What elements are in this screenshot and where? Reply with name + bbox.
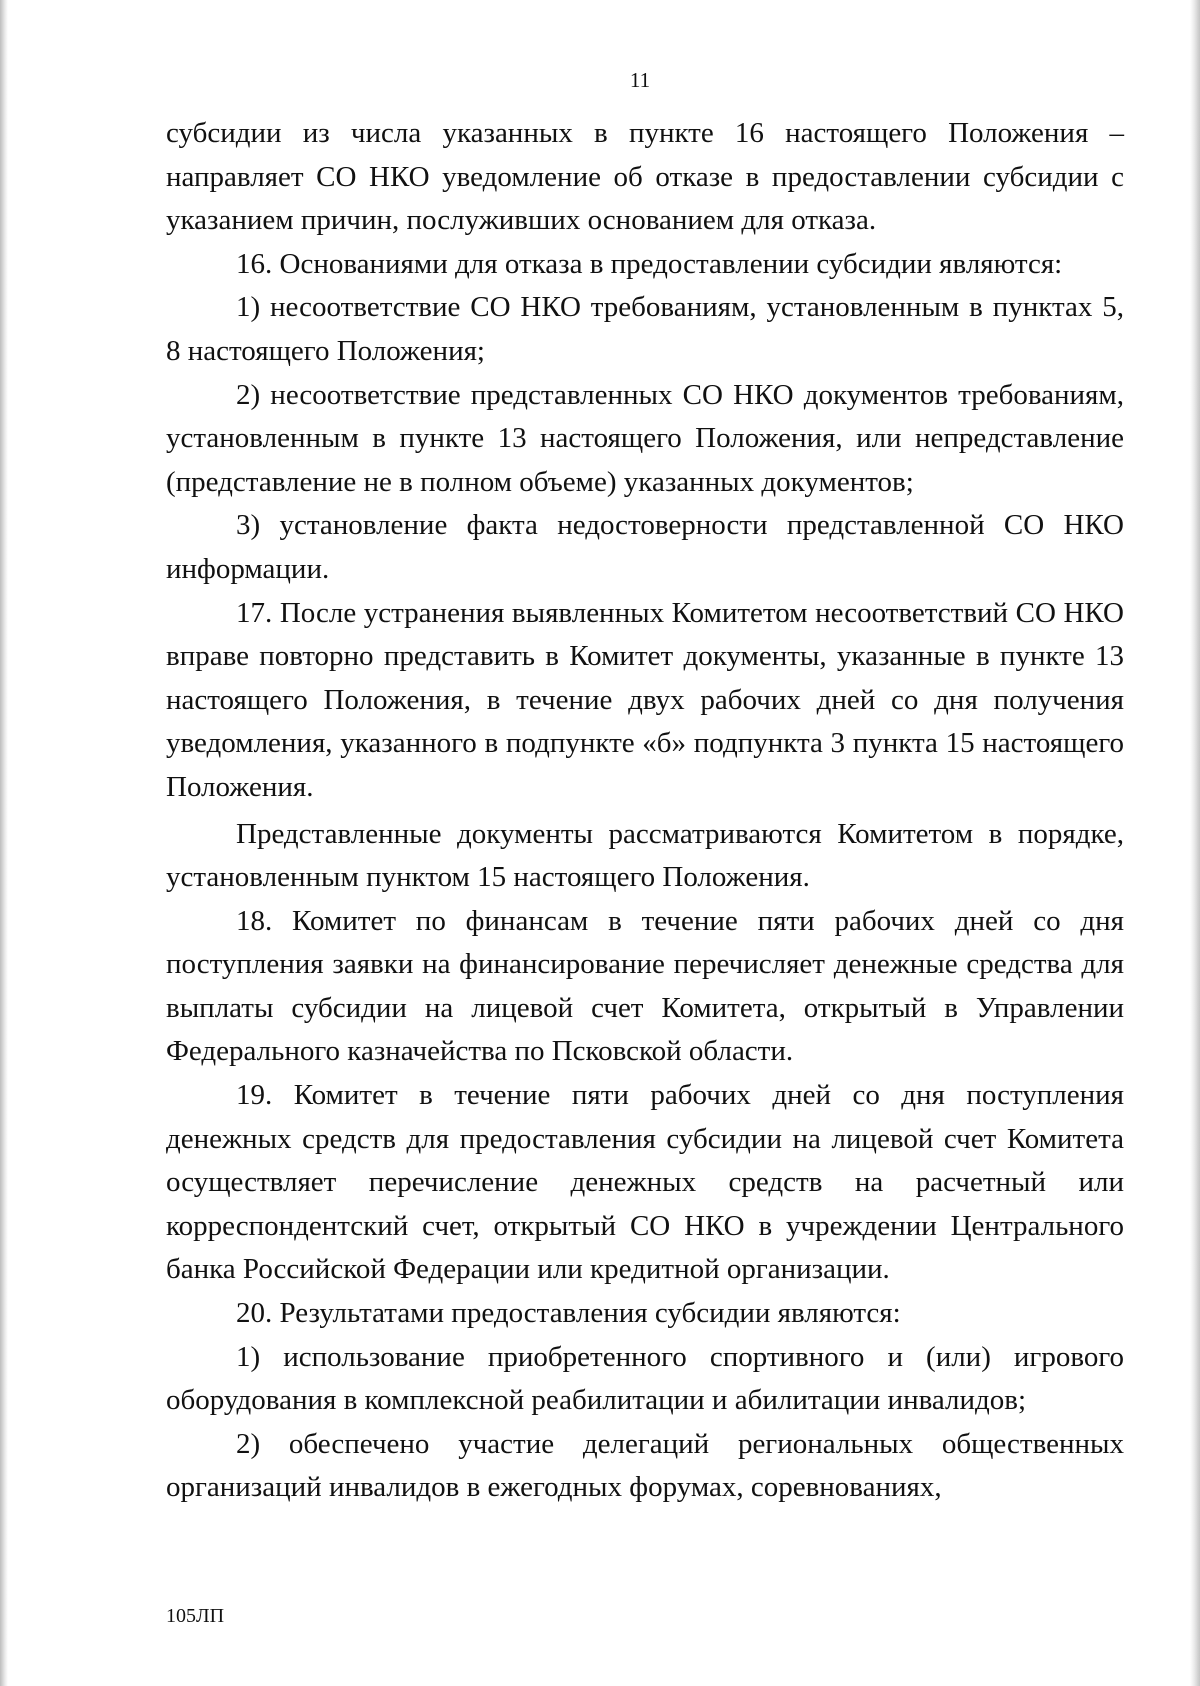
paragraph-clause-16: 16. Основаниями для отказа в предоставлении субсидии являются: — [236, 247, 1063, 280]
paragraph-clause-17: 17. После устранения выявленных Комитетом несоответствий СО НКО вправе повторно представить в Комитет документы, указанные в пункте 13 настоящего Положения, в течение двух рабочих дней со дня получения уведомления, указанного в подпункте «б» подпункта 3 пункта 15 настоящего Положения. — [166, 596, 1124, 803]
scan-edge-right — [1190, 0, 1200, 1686]
scan-edge-left — [0, 0, 8, 1686]
footer-document-code: 105ЛП — [166, 1605, 225, 1627]
paragraph-clause-20-item-1: 1) использование приобретенного спортивного и (или) игрового оборудования в комплексной реабилитации и абилитации инвалидов; — [166, 1340, 1124, 1417]
paragraph-clause-16-item-3: 3) установление факта недостоверности представленной СО НКО информации. — [166, 509, 1124, 585]
paragraph-continuation: субсидии из числа указанных в пункте 16 настоящего Положения – направляет СО НКО уведомление об отказе в предоставлении субсидии с указанием причин, послуживших основанием для отказа. — [166, 117, 1124, 237]
paragraph-clause-17-review: Представленные документы рассматриваются Комитетом в порядке, установленным пунктом 15 настоящего Положения. — [166, 817, 1124, 894]
document-body — [166, 112, 1124, 1510]
paragraph-clause-16-item-2: 2) несоответствие представленных СО НКО документов требованиям, установленным в пункте 13 настоящего Положения, или непредставление (представление не в полном объеме) указанных документов; — [166, 378, 1124, 498]
paragraph-clause-20: 20. Результатами предоставления субсидии являются: — [236, 1297, 901, 1330]
paragraph-clause-20-item-2: 2) обеспечено участие делегаций региональных общественных организаций инвалидов в ежегодных форумах, соревнованиях, — [166, 1427, 1124, 1504]
paragraph-clause-18: 18. Комитет по финансам в течение пяти рабочих дней со дня поступления заявки на финансирование перечисляет денежные средства для выплаты субсидии на лицевой счет Комитета, открытый в Управлении Федерального казначейства по Псковской области. — [166, 904, 1124, 1068]
page-number: 11 — [629, 68, 651, 92]
paragraph-clause-19: 19. Комитет в течение пяти рабочих дней со дня поступления денежных средств для предоставления субсидии на лицевой счет Комитета осуществляет перечисление денежных средств на расчетный или корреспондентский счет, открытый СО НКО в учреждении Центрального банка Российской Федерации или кредитной организации. — [166, 1079, 1124, 1286]
paragraph-clause-16-item-1: 1) несоответствие СО НКО требованиям, установленным в пунктах 5, 8 настоящего Положения; — [166, 291, 1124, 367]
